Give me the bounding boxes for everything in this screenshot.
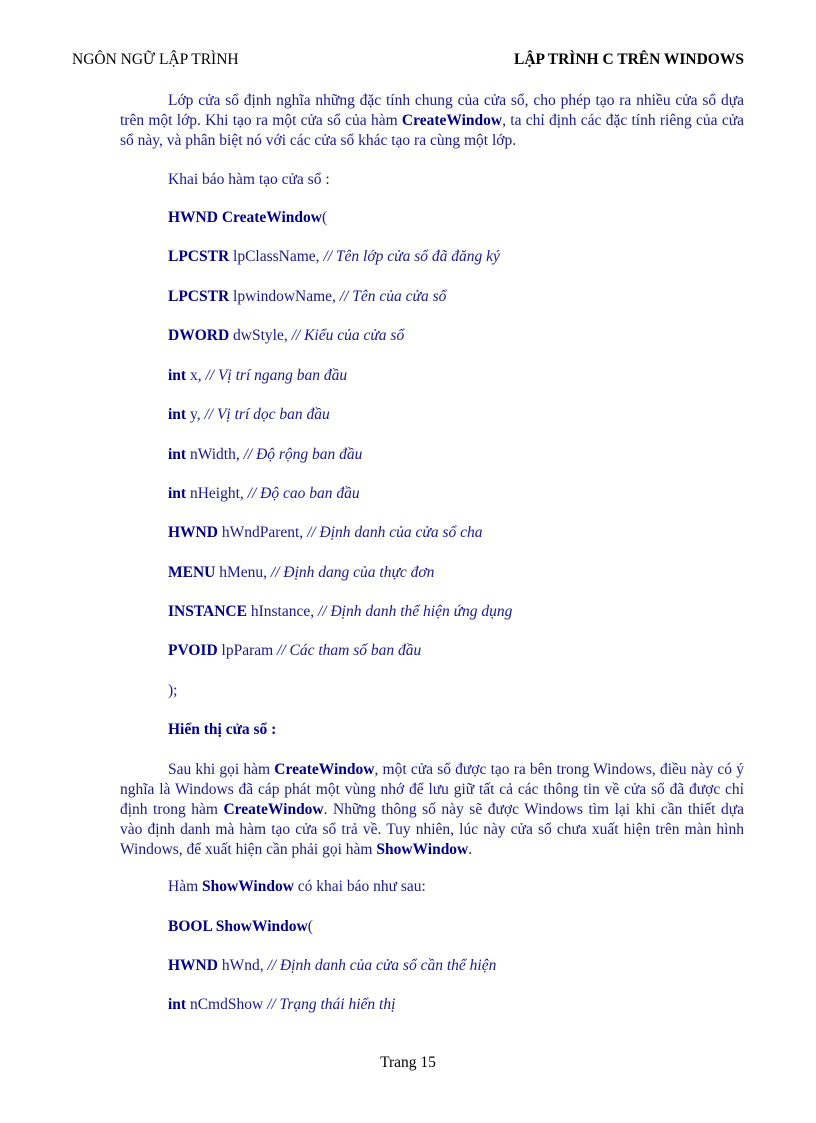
showwindow-declaration-label: Hàm ShowWindow có khai báo như sau: bbox=[168, 878, 426, 895]
param-line: int x, // Vị trí ngang ban đầu bbox=[168, 367, 348, 384]
header-left-title: NGÔN NGỮ LẬP TRÌNH bbox=[72, 51, 239, 68]
intro-paragraph: Lớp cửa sổ định nghĩa những đặc tính chung của cửa sổ, cho phép tạo ra nhiều cửa sổ dựa trên một lớp. Khi tạo ra một cửa sổ của hàm CreateWindow, ta chỉ định các đặc tính riêng của cửa sổ này, và phân biệt nó với các cửa sổ khác tạo ra cùng một lớp. bbox=[120, 92, 744, 149]
param-line: int nWidth, // Độ rộng ban đầu bbox=[168, 446, 363, 463]
param-line: PVOID lpParam // Các tham số ban đầu bbox=[168, 642, 422, 659]
param-line: int nHeight, // Độ cao ban đầu bbox=[168, 485, 360, 502]
createwindow-signature: HWND CreateWindow( bbox=[168, 209, 328, 226]
param-line: LPCSTR lpwindowName, // Tên của cửa sổ bbox=[168, 288, 447, 305]
param-line: MENU hMenu, // Định dang của thực đơn bbox=[168, 564, 435, 581]
param-line: int y, // Vị trí dọc ban đầu bbox=[168, 406, 330, 423]
section-heading: Hiển thị cửa sổ : bbox=[168, 721, 277, 738]
param-line: LPCSTR lpClassName, // Tên lớp cửa sổ đã đăng ký bbox=[168, 248, 500, 265]
createwindow-close: ); bbox=[168, 682, 178, 699]
param-line: DWORD dwStyle, // Kiểu của cửa sổ bbox=[168, 327, 405, 344]
param-line: HWND hWndParent, // Định danh của cửa sổ cha bbox=[168, 524, 483, 541]
declaration-label: Khai báo hàm tạo cửa sổ : bbox=[168, 171, 330, 188]
page-number: Trang 15 bbox=[380, 1054, 436, 1071]
header-right-title: LẬP TRÌNH C TRÊN WINDOWS bbox=[514, 51, 744, 68]
param-line: int nCmdShow // Trạng thái hiển thị bbox=[168, 996, 396, 1013]
param-line: HWND hWnd, // Định danh của cửa sổ cần thể hiện bbox=[168, 957, 497, 974]
param-line: INSTANCE hInstance, // Định danh thể hiện ứng dụng bbox=[168, 603, 513, 620]
showwindow-signature: BOOL ShowWindow( bbox=[168, 918, 313, 935]
show-paragraph: Sau khi gọi hàm CreateWindow, một cửa sổ được tạo ra bên trong Windows, điều này có ý nghĩa là Windows đã cáp phát một vùng nhớ để lưu giữ tất cả các thông tin về cửa sổ đã được chỉ định trong hàm CreateWindow. Những thông số này sẽ được Windows tìm lại khi cần thiết dựa vào định danh mà hàm tạo cửa sổ trả về. Tuy nhiên, lúc này cửa sổ chưa xuất hiện trên màn hình Windows, để xuất hiện cần phải gọi hàm ShowWindow. bbox=[120, 761, 744, 858]
